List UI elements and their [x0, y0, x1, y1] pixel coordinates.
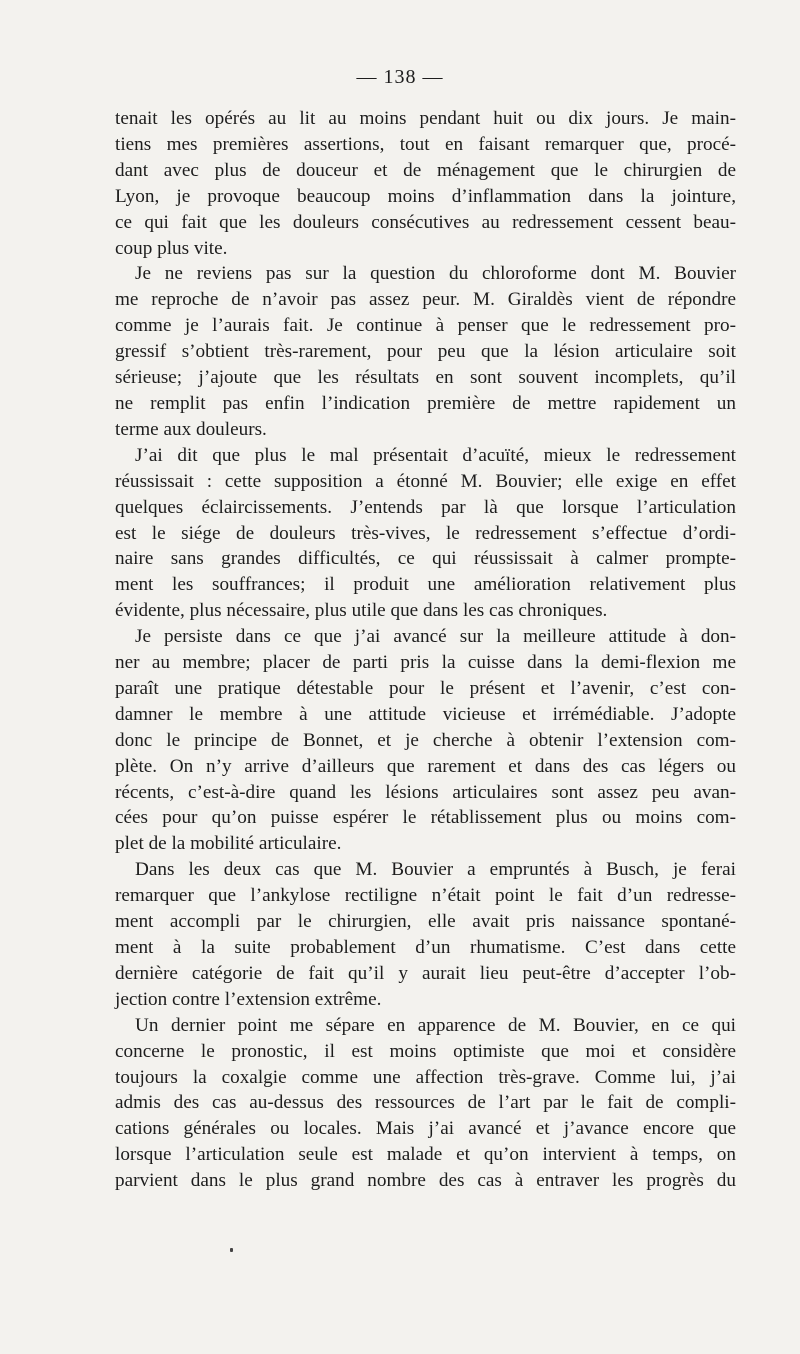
text-line: ment les souffrances; il produit une amélioration relativement plus: [115, 574, 736, 596]
text-line: ner au membre; placer de parti pris la cuisse dans la demi-flexion me: [115, 652, 736, 674]
paragraph: [115, 624, 736, 857]
text-line: Je ne reviens pas sur la question du chloroforme dont M. Bouvier: [135, 263, 736, 285]
text-line: lorsque l’articulation seule est malade et qu’on intervient à temps, on: [115, 1144, 736, 1166]
text-line: sérieuse; j’ajoute que les résultats en sont souvent incomplets, qu’il: [115, 367, 736, 389]
text-line: donc le principe de Bonnet, et je cherche à obtenir l’extension com-: [115, 729, 736, 751]
text-line: plète. On n’y arrive d’ailleurs que rarement et dans des cas légers ou: [115, 755, 736, 777]
text-line: Un dernier point me sépare en apparence de M. Bouvier, en ce qui: [135, 1014, 736, 1036]
paragraph: [115, 261, 736, 442]
text-line: damner le membre à une attitude vicieuse et irrémédiable. J’adopte: [115, 703, 736, 725]
text-line: cées pour qu’on puisse espérer le rétablissement plus ou moins com-: [115, 807, 736, 829]
text-line: naire sans grandes difficultés, ce qui réussissait à calmer prompte-: [115, 548, 736, 570]
text-line: paraît une pratique détestable pour le présent et l’avenir, c’est con-: [115, 677, 736, 699]
text-line: tenait les opérés au lit au moins pendant huit ou dix jours. Je main-: [115, 108, 736, 129]
text-line: remarquer que l’ankylose rectiligne n’était point le fait d’un redresse-: [115, 885, 736, 907]
text-line: Dans les deux cas que M. Bouvier a empruntés à Busch, je ferai: [135, 859, 736, 881]
body-text: [115, 106, 736, 1194]
text-line: ment accompli par le chirurgien, elle avait pris naissance spontané-: [115, 911, 736, 933]
text-line: plet de la mobilité articulaire.: [115, 833, 342, 855]
text-line: réussissait : cette supposition a étonné M. Bouvier; elle exige en effet: [115, 470, 736, 492]
text-line: est le siége de douleurs très-vives, le redressement s’effectue d’ordi-: [115, 522, 736, 544]
text-line: ce qui fait que les douleurs consécutives au redressement cessent beau-: [115, 211, 736, 233]
paragraph: [115, 443, 736, 624]
text-line: comme je l’aurais fait. Je continue à penser que le redressement pro-: [115, 315, 736, 337]
text-line: tiens mes premières assertions, tout en faisant remarquer que, procé-: [115, 133, 736, 155]
page-number: — 138 —: [356, 66, 444, 88]
text-line: cations générales ou locales. Mais j’ai avancé et j’avance encore que: [115, 1118, 736, 1140]
text-line: évidente, plus nécessaire, plus utile que dans les cas chroniques.: [115, 600, 608, 622]
text-line: J’ai dit que plus le mal présentait d’acuïté, mieux le redressement: [135, 444, 736, 466]
text-line: me reproche de n’avoir pas assez peur. M. Giraldès vient de répondre: [115, 289, 736, 311]
text-line: quelques éclaircissements. J’entends par là que lorsque l’articulation: [115, 496, 736, 518]
text-line: ment à la suite probablement d’un rhumatisme. C’est dans cette: [115, 937, 736, 958]
ink-speck: [230, 1248, 233, 1252]
text-line: Je persiste dans ce que j’ai avancé sur la meilleure attitude à don-: [135, 626, 736, 648]
text-line: gressif s’obtient très-rarement, pour peu que la lésion articulaire soit: [115, 341, 736, 363]
text-line: récents, c’est-à-dire quand les lésions articulaires sont assez peu avan-: [115, 781, 736, 803]
text-line: parvient dans le plus grand nombre des cas à entraver les progrès du: [115, 1170, 736, 1192]
text-line: coup plus vite.: [115, 237, 228, 259]
paragraph: [115, 857, 736, 1012]
text-line: concerne le pronostic, il est moins optimiste que moi et considère: [115, 1040, 736, 1062]
text-line: Lyon, je provoque beaucoup moins d’inflammation dans la jointure,: [115, 185, 736, 207]
text-line: admis des cas au-dessus des ressources de l’art par le fait de compli-: [115, 1092, 736, 1114]
text-line: ne remplit pas enfin l’indication première de mettre rapidement un: [115, 392, 736, 414]
text-line: toujours la coxalgie comme une affection très-grave. Comme lui, j’ai: [115, 1066, 736, 1088]
paragraph: [115, 106, 736, 261]
text-line: dernière catégorie de fait qu’il y aurait lieu peut-être d’accepter l’ob-: [115, 962, 736, 984]
paragraph: [115, 1013, 736, 1194]
text-line: dant avec plus de douceur et de ménagement que le chirurgien de: [115, 159, 736, 181]
text-line: terme aux douleurs.: [115, 418, 267, 440]
text-line: jection contre l’extension extrême.: [115, 988, 382, 1010]
